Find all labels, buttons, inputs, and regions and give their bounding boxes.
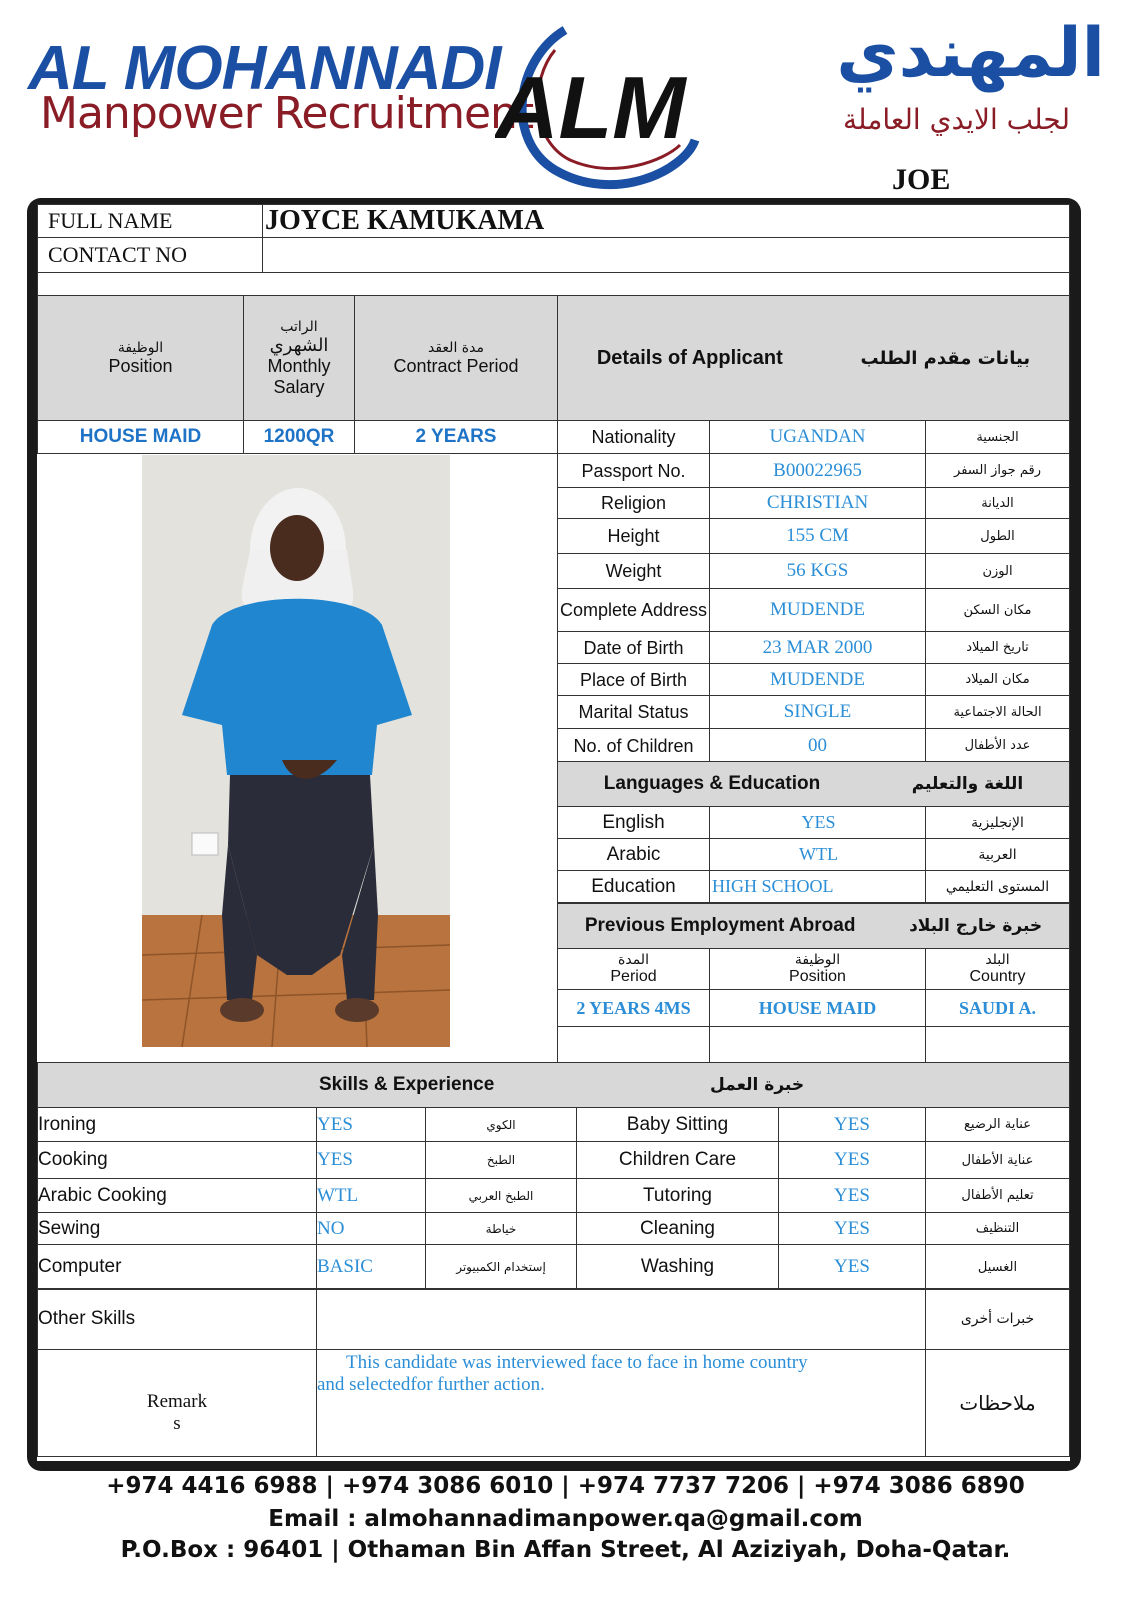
skill-value: WTL: [316, 1178, 426, 1213]
language-label: English: [557, 806, 710, 839]
employment-empty-1: [557, 1026, 710, 1063]
detail-value: 155 CM: [709, 518, 926, 554]
footer-address: P.O.Box : 96401 | Othaman Bin Affan Street, Al Aziziyah, Doha-Qatar.: [120, 1537, 1011, 1563]
skill-ar: خياطة: [425, 1212, 577, 1245]
detail-value: CHRISTIAN: [709, 487, 926, 519]
employment-position-header: [709, 948, 926, 990]
skill-label: Cooking: [37, 1141, 317, 1179]
employment-position-ar: الوظيفة: [794, 952, 841, 968]
photo-column-border: [557, 453, 558, 1063]
alm-logo: [495, 20, 725, 190]
employment-header: [557, 903, 1070, 949]
skill-label: Tutoring: [576, 1178, 779, 1213]
skill-label: Baby Sitting: [576, 1107, 779, 1142]
footer-email: Email : almohannadimanpower.qa@gmail.com: [268, 1506, 863, 1532]
skill-value: YES: [778, 1141, 926, 1179]
detail-ar: عدد الأطفال: [925, 728, 1070, 763]
candidate-code: JOE: [892, 163, 951, 196]
employment-position-label: Position: [789, 968, 846, 985]
skills-title-ar: خبرة العمل: [710, 1075, 805, 1095]
skill-value: YES: [778, 1178, 926, 1213]
detail-ar: مكان الميلاد: [925, 663, 1070, 696]
company-tagline-ar: لجلب الايدي العاملة: [843, 103, 1070, 136]
skill-ar: عناية الأطفال: [925, 1141, 1070, 1179]
detail-label: Place of Birth: [557, 663, 710, 696]
skill-ar: عناية الرضيع: [925, 1107, 1070, 1142]
skill-label: Ironing: [37, 1107, 317, 1142]
details-title: Details of Applicant: [596, 346, 783, 369]
employment-position-value: HOUSE MAID: [709, 989, 926, 1027]
skill-value: YES: [316, 1141, 426, 1179]
detail-label: Nationality: [557, 420, 710, 454]
employment-title-ar: خبرة خارج البلاد: [909, 916, 1043, 936]
skill-ar: الكوي: [425, 1107, 577, 1142]
detail-ar: مكان السكن: [925, 588, 1070, 632]
salary-value: 1200QR: [243, 420, 355, 454]
language-label: Education: [557, 870, 710, 903]
position-value: HOUSE MAID: [37, 420, 244, 454]
remarks-label-line2: s: [173, 1413, 181, 1434]
employment-empty-2: [709, 1026, 926, 1063]
full-name-label: FULL NAME: [37, 204, 263, 238]
skill-value: YES: [316, 1107, 426, 1142]
detail-value: 56 KGS: [709, 553, 926, 589]
salary-header: [243, 295, 355, 421]
skill-ar: إستخدام الكمبيوتر: [425, 1244, 577, 1290]
skill-ar: الطبخ: [425, 1141, 577, 1179]
skill-value: YES: [778, 1212, 926, 1245]
remarks-text-line1: This candidate was interviewed face to face in home country: [346, 1352, 808, 1373]
applicant-photo: [142, 455, 450, 1047]
details-title-ar: بيانات مقدم الطلب: [860, 347, 1031, 369]
position-header-label: Position: [108, 355, 173, 376]
detail-label: Complete Address: [557, 588, 710, 632]
other-skills-ar: خبرات أخرى: [925, 1288, 1070, 1350]
skill-label: Children Care: [576, 1141, 779, 1179]
company-name-en: AL MOHANNADI: [28, 34, 501, 103]
details-header: [557, 295, 1070, 421]
logo-text: ALM: [495, 58, 686, 157]
employment-period-header: [557, 948, 710, 990]
contract-value: 2 YEARS: [354, 420, 558, 454]
remarks-label: [37, 1349, 317, 1457]
skill-ar: تعليم الأطفال: [925, 1178, 1070, 1213]
contract-header-ar: مدة العقد: [428, 339, 484, 356]
skill-label: Arabic Cooking: [37, 1178, 317, 1213]
skill-label: Cleaning: [576, 1212, 779, 1245]
skill-label: Sewing: [37, 1212, 317, 1245]
skill-label: Washing: [576, 1244, 779, 1290]
detail-ar: الديانة: [925, 487, 1070, 519]
employment-country-label: Country: [969, 968, 1026, 985]
salary-header-ar1: الراتب: [280, 318, 318, 335]
other-skills-value: [316, 1288, 926, 1350]
employment-country-header: [925, 948, 1070, 990]
detail-value: SINGLE: [709, 695, 926, 729]
remarks-ar: ملاحظات: [925, 1349, 1070, 1457]
skill-value: YES: [778, 1244, 926, 1290]
contract-header-label: Contract Period: [393, 355, 519, 376]
remarks-text-line2: and selectedfor further action.: [317, 1374, 545, 1395]
language-ar: العربية: [925, 838, 1070, 871]
skill-ar: الغسيل: [925, 1244, 1070, 1290]
detail-value: 00: [709, 728, 926, 763]
contact-label: CONTACT NO: [37, 237, 263, 273]
language-label: Arabic: [557, 838, 710, 871]
employment-country-ar: البلد: [985, 952, 1010, 968]
detail-label: Passport No.: [557, 453, 710, 488]
remarks-label-line1: Remark: [146, 1391, 208, 1412]
skill-value: NO: [316, 1212, 426, 1245]
other-skills-label: Other Skills: [37, 1288, 317, 1350]
skill-ar: التنظيف: [925, 1212, 1070, 1245]
skill-ar: الطبخ العربي: [425, 1178, 577, 1213]
detail-label: Marital Status: [557, 695, 710, 729]
salary-header-ar2: الشهري: [269, 334, 329, 356]
detail-label: No. of Children: [557, 728, 710, 763]
detail-value: 23 MAR 2000: [709, 631, 926, 664]
detail-value: B00022965: [709, 453, 926, 488]
detail-label: Date of Birth: [557, 631, 710, 664]
language-value: WTL: [709, 838, 926, 871]
employment-title: Previous Employment Abroad: [584, 915, 856, 936]
salary-header-label1: Monthly: [267, 355, 331, 376]
skills-header: [37, 1062, 1070, 1108]
languages-title: Languages & Education: [603, 773, 821, 794]
employment-period-label: Period: [610, 968, 657, 985]
detail-value: UGANDAN: [709, 420, 926, 454]
employment-empty-3: [925, 1026, 1070, 1063]
detail-label: Religion: [557, 487, 710, 519]
detail-ar: رقم جواز السفر: [925, 453, 1070, 488]
employment-period-value: 2 YEARS 4MS: [557, 989, 710, 1027]
full-name-value: JOYCE KAMUKAMA: [262, 204, 1070, 238]
skill-label: Computer: [37, 1244, 317, 1290]
employment-country-value: SAUDI A.: [925, 989, 1070, 1027]
languages-title-ar: اللغة والتعليم: [911, 774, 1024, 794]
language-value: HIGH SCHOOL: [709, 870, 926, 903]
detail-ar: الجنسية: [925, 420, 1070, 454]
company-name-ar: المهندي: [836, 14, 1105, 93]
salary-header-label2: Salary: [273, 376, 325, 397]
footer-phones: +974 4416 6988 | +974 3086 6010 | +974 7737 7206 | +974 3086 6890: [106, 1473, 1025, 1499]
contract-header: [354, 295, 558, 421]
skill-value: YES: [778, 1107, 926, 1142]
company-tagline-en: Manpower Recruitment: [40, 88, 534, 139]
detail-value: MUDENDE: [709, 588, 926, 632]
languages-header: [557, 761, 1070, 807]
skill-value: BASIC: [316, 1244, 426, 1290]
language-ar: المستوى التعليمي: [925, 870, 1070, 903]
remarks-box: [316, 1349, 926, 1457]
detail-ar: الحالة الاجتماعية: [925, 695, 1070, 729]
position-header-ar: الوظيفة: [117, 339, 164, 356]
spacer-row: [37, 272, 1070, 296]
language-ar: الإنجليزية: [925, 806, 1070, 839]
position-header: [37, 295, 244, 421]
detail-label: Height: [557, 518, 710, 554]
detail-ar: الوزن: [925, 553, 1070, 589]
skills-title: Skills & Experience: [319, 1074, 495, 1095]
contact-value: [262, 237, 1070, 273]
detail-value: MUDENDE: [709, 663, 926, 696]
detail-label: Weight: [557, 553, 710, 589]
employment-period-ar: المدة: [618, 952, 649, 968]
detail-ar: تاريخ الميلاد: [925, 631, 1070, 664]
detail-ar: الطول: [925, 518, 1070, 554]
language-value: YES: [709, 806, 926, 839]
